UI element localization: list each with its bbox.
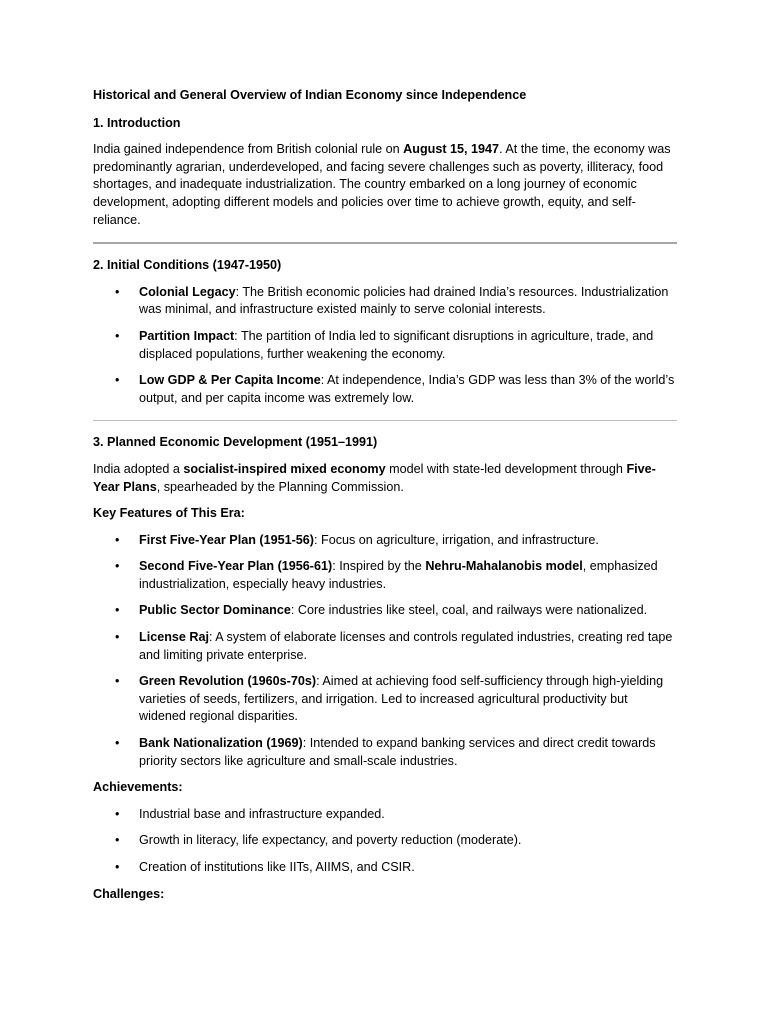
bullet-icon: • <box>115 833 120 848</box>
challenges-heading: Challenges: <box>93 886 165 901</box>
section-divider <box>93 242 677 244</box>
list-item <box>93 284 677 319</box>
intro-text-b: . At the time, the economy was predominantly agrarian, underdeveloped, and facing severe challenges such as poverty, illiteracy, food shortages, and inadequate industrialization. The country embarked on a long journey of economic development, adopting different models and policies over time to achieve growth, equity, and self-reliance. <box>93 142 671 227</box>
achievements-heading: Achievements: <box>93 780 183 795</box>
initial-conditions-list <box>93 284 677 408</box>
section-divider <box>93 420 677 421</box>
key-features-heading: Key Features of This Era: <box>93 506 245 521</box>
document-content <box>93 87 677 912</box>
list-item-term: Bank Nationalization (1969) <box>139 736 303 751</box>
five-year-plans-term: Five-Year Plans <box>93 461 656 494</box>
list-item <box>93 735 677 770</box>
list-item <box>93 372 677 407</box>
list-item <box>93 602 677 620</box>
list-item-text: : Core industries like steel, coal, and railways were nationalized. <box>290 603 648 618</box>
list-item <box>93 532 677 550</box>
bullet-icon: • <box>115 806 120 821</box>
list-item <box>93 832 677 850</box>
list-item-text: Creation of institutions like IITs, AIIMS, and CSIR. <box>139 860 415 874</box>
list-item-term-secondary: Nehru-Mahalanobis model <box>425 559 583 574</box>
list-item-term: Colonial Legacy <box>139 284 236 299</box>
list-item-text-secondary: , emphasized industrialization, especially heavy industries. <box>139 559 658 591</box>
bullet-icon: • <box>115 284 120 299</box>
bullet-icon: • <box>115 630 120 645</box>
list-item-term: License Raj <box>139 630 209 645</box>
list-item-text: Industrial base and infrastructure expanded. <box>139 806 385 821</box>
list-item-text: : Inspired by the <box>332 559 426 574</box>
list-item-text: : Intended to expand banking services and direct credit towards priority sectors like agriculture and small-scale industries. <box>139 736 656 768</box>
introduction-paragraph <box>93 141 677 229</box>
list-item-term: Partition Impact <box>139 328 235 343</box>
list-item-text: : The partition of India led to significant disruptions in agriculture, trade, and displaced populations, further weakening the economy. <box>139 328 654 361</box>
section-heading-initial-conditions: 2. Initial Conditions (1947-1950) <box>93 258 282 273</box>
planned-text-b: model with state-led development through <box>385 461 627 476</box>
key-features-list <box>93 532 677 771</box>
planned-text-a: India adopted a <box>93 461 184 476</box>
list-item <box>93 859 677 877</box>
document-title: Historical and General Overview of Indian Economy since Independence <box>93 88 527 102</box>
list-item-term: Green Revolution (1960s-70s) <box>139 674 317 689</box>
list-item-term: Public Sector Dominance <box>139 603 291 618</box>
intro-text-a: India gained independence from British colonial rule on <box>93 142 404 157</box>
bullet-icon: • <box>115 603 120 618</box>
list-item-text: Growth in literacy, life expectancy, and poverty reduction (moderate). <box>139 833 522 848</box>
list-item <box>93 629 677 664</box>
list-item <box>93 673 677 726</box>
list-item <box>93 806 677 824</box>
list-item <box>93 558 677 593</box>
list-item-text: : The British economic policies had drained India’s resources. Industrialization was minimal, and infrastructure existed mainly to serve colonial interests. <box>139 284 669 317</box>
bullet-icon: • <box>115 532 120 547</box>
list-item-term: Low GDP & Per Capita Income <box>139 373 321 388</box>
bullet-icon: • <box>115 559 120 574</box>
planned-text-c: , spearheaded by the Planning Commission. <box>156 479 404 494</box>
independence-date: August 15, 1947 <box>403 142 500 157</box>
achievements-list <box>93 806 677 877</box>
list-item-text: : Aimed at achieving food self-sufficiency through high-yielding varieties of seeds, fertilizers, and irrigation. Led to increased agricultural productivity but widened regional disparities. <box>139 674 664 724</box>
mixed-economy-term: socialist-inspired mixed economy <box>183 461 386 476</box>
section-heading-planned-development: 3. Planned Economic Development (1951–1991) <box>93 435 378 450</box>
list-item-term: First Five-Year Plan (1951-56) <box>139 532 314 547</box>
list-item-text: : At independence, India’s GDP was less than 3% of the world’s output, and per capita income was extremely low. <box>139 373 675 405</box>
section-heading-introduction: 1. Introduction <box>93 115 181 130</box>
planned-development-paragraph <box>93 461 677 496</box>
list-item-text: : A system of elaborate licenses and controls regulated industries, creating red tape and limiting private enterprise. <box>139 630 673 662</box>
bullet-icon: • <box>115 328 120 343</box>
bullet-icon: • <box>115 674 120 689</box>
bullet-icon: • <box>115 373 120 388</box>
list-item-term: Second Five-Year Plan (1956-61) <box>139 559 333 574</box>
bullet-icon: • <box>115 736 120 751</box>
list-item <box>93 328 677 363</box>
list-item-text: : Focus on agriculture, irrigation, and infrastructure. <box>314 532 599 547</box>
bullet-icon: • <box>115 860 120 874</box>
